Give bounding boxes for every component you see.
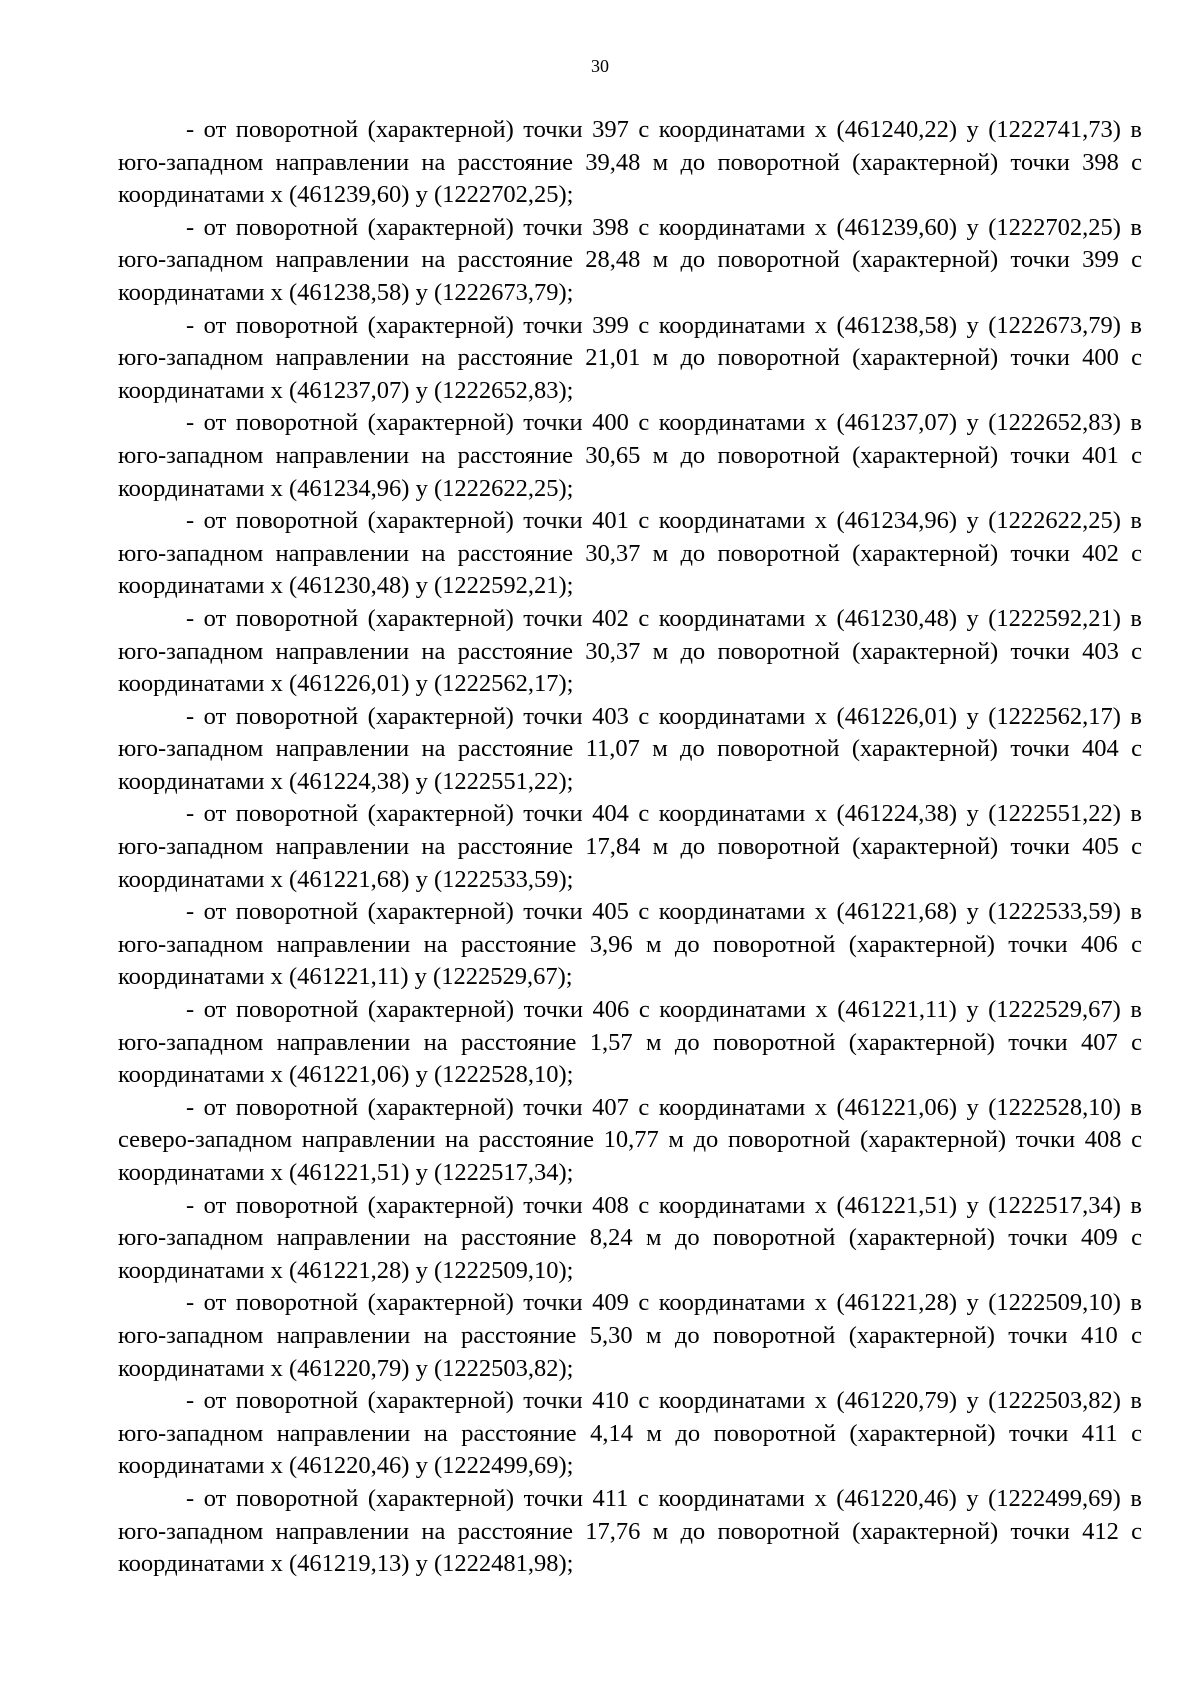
boundary-paragraph: - от поворотной (характерной) точки 400 с координатами x (461237,07) y (1222652,83) в юго-западном направлении на расстояние 30,65 м до поворотной (характерной) точки 401 с координатами x (461234,96) y (1222622,25); (118, 409, 1142, 502)
boundary-paragraph: - от поворотной (характерной) точки 409 с координатами x (461221,28) y (1222509,10) в юго-западном направлении на расстояние 5,30 м до поворотной (характерной) точки 410 с координатами x (461220,79) y (1222503,82); (118, 1289, 1142, 1382)
boundary-paragraph: - от поворотной (характерной) точки 406 с координатами x (461221,11) y (1222529,67) в юго-западном направлении на расстояние 1,57 м до поворотной (характерной) точки 407 с координатами x (461221,06) y (1222528,10); (118, 996, 1142, 1089)
boundary-paragraph: - от поворотной (характерной) точки 411 с координатами x (461220,46) y (1222499,69) в юго-западном направлении на расстояние 17,76 м до поворотной (характерной) точки 412 с координатами x (461219,13) y (1222481,98); (118, 1484, 1142, 1578)
boundary-paragraph: - от поворотной (характерной) точки 398 с координатами x (461239,60) y (1222702,25) в юго-западном направлении на расстояние 28,48 м до поворотной (характерной) точки 399 с координатами x (461238,58) y (1222673,79); (118, 213, 1142, 306)
page-number: 30 (591, 56, 609, 76)
boundary-paragraph: - от поворотной (характерной) точки 408 с координатами x (461221,51) y (1222517,34) в юго-западном направлении на расстояние 8,24 м до поворотной (характерной) точки 409 с координатами x (461221,28) y (1222509,10); (118, 1191, 1142, 1284)
boundary-paragraph: - от поворотной (характерной) точки 397 с координатами x (461240,22) y (1222741,73) в юго-западном направлении на расстояние 39,48 м до поворотной (характерной) точки 398 с координатами x (461239,60) y (1222702,25); (118, 116, 1142, 209)
boundary-paragraph: - от поворотной (характерной) точки 407 с координатами x (461221,06) y (1222528,10) в северо-западном направлении на расстояние 10,77 м до поворотной (характерной) точки 408 с координатами x (461221,51) y (1222517,34); (118, 1093, 1142, 1186)
boundary-paragraph: - от поворотной (характерной) точки 401 с координатами x (461234,96) y (1222622,25) в юго-западном направлении на расстояние 30,37 м до поворотной (характерной) точки 402 с координатами x (461230,48) y (1222592,21); (118, 507, 1142, 600)
boundary-paragraph: - от поворотной (характерной) точки 405 с координатами x (461221,68) y (1222533,59) в юго-западном направлении на расстояние 3,96 м до поворотной (характерной) точки 406 с координатами x (461221,11) y (1222529,67); (118, 898, 1142, 991)
boundary-paragraph: - от поворотной (характерной) точки 403 с координатами x (461226,01) y (1222562,17) в юго-западном направлении на расстояние 11,07 м до поворотной (характерной) точки 404 с координатами x (461224,38) y (1222551,22); (118, 702, 1142, 795)
boundary-paragraph: - от поворотной (характерной) точки 404 с координатами x (461224,38) y (1222551,22) в юго-западном направлении на расстояние 17,84 м до поворотной (характерной) точки 405 с координатами x (461221,68) y (1222533,59); (118, 800, 1142, 893)
document-body (118, 114, 1142, 1581)
boundary-paragraph: - от поворотной (характерной) точки 399 с координатами x (461238,58) y (1222673,79) в юго-западном направлении на расстояние 21,01 м до поворотной (характерной) точки 400 с координатами x (461237,07) y (1222652,83); (118, 311, 1142, 404)
boundary-paragraph: - от поворотной (характерной) точки 410 с координатами x (461220,79) y (1222503,82) в юго-западном направлении на расстояние 4,14 м до поворотной (характерной) точки 411 с координатами x (461220,46) y (1222499,69); (118, 1387, 1142, 1480)
boundary-paragraph: - от поворотной (характерной) точки 402 с координатами x (461230,48) y (1222592,21) в юго-западном направлении на расстояние 30,37 м до поворотной (характерной) точки 403 с координатами x (461226,01) y (1222562,17); (118, 604, 1142, 698)
